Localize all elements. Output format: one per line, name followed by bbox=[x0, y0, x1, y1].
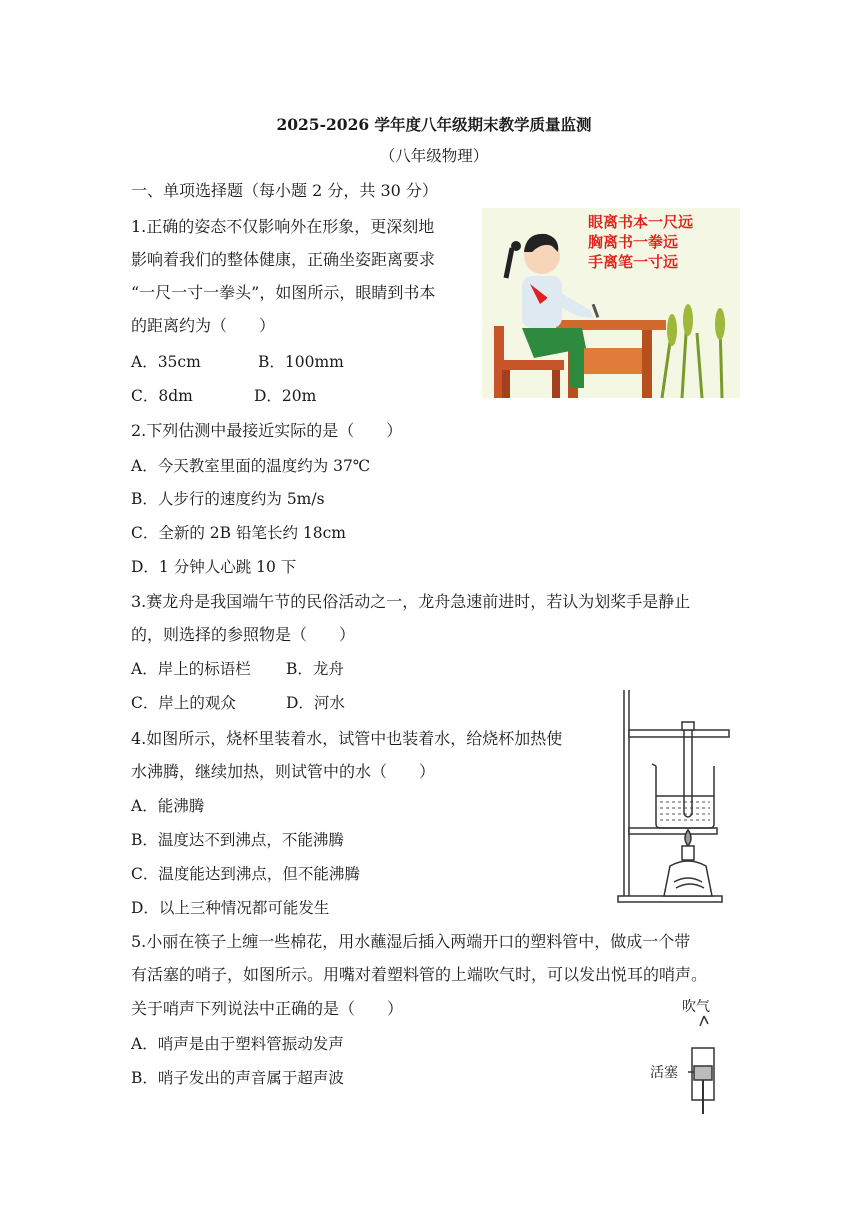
q5-option-a: A．哨声是由于塑料管振动发声 bbox=[131, 1035, 344, 1053]
poster-line-1: 眼离书本一尺远 bbox=[588, 213, 694, 231]
heating-apparatus-figure bbox=[612, 686, 732, 906]
page-subtitle: （八年级物理） bbox=[379, 147, 489, 165]
q1-line-2: 影响着我们的整体健康，正确坐姿距离要求 bbox=[131, 250, 436, 269]
posture-figure bbox=[482, 208, 740, 398]
q5-line-2: 有活塞的哨子，如图所示。用嘴对着塑料管的上端吹气时，可以发出悦耳的哨声。 bbox=[131, 965, 708, 984]
q4-option-b: B．温度达不到沸点，不能沸腾 bbox=[131, 831, 344, 849]
q1-line-4: 的距离约为（ ） bbox=[131, 316, 276, 335]
q3-option-c: C．岸上的观众 bbox=[131, 694, 236, 712]
q1-option-d: D．20m bbox=[254, 387, 317, 405]
whistle-figure bbox=[648, 996, 738, 1116]
q3-line-1: 3.赛龙舟是我国端午节的民俗活动之一，龙舟急速前进时，若认为划桨手是静止 bbox=[131, 592, 691, 611]
q1-line-1: 1.正确的姿态不仅影响外在形象，更深刻地 bbox=[131, 217, 435, 236]
section-heading: 一、单项选择题（每小题 2 分，共 30 分） bbox=[131, 181, 438, 200]
q4-line-1: 4.如图所示，烧杯里装着水，试管中也装着水，给烧杯加热使 bbox=[131, 729, 563, 748]
q5-line-3: 关于哨声下列说法中正确的是（ ） bbox=[131, 999, 404, 1018]
poster-line-3: 手离笔一寸远 bbox=[588, 253, 679, 271]
blow-label: 吹气 bbox=[682, 999, 710, 1015]
q2-option-c: C．全新的 2B 铅笔长约 18cm bbox=[131, 524, 346, 542]
q3-option-d: D．河水 bbox=[286, 694, 345, 712]
q1-option-a: A．35cm bbox=[131, 353, 201, 371]
page-title: 2025-2026 学年度八年级期末教学质量监测 bbox=[276, 115, 592, 134]
q5-line-1: 5.小丽在筷子上缠一些棉花，用水蘸湿后插入两端开口的塑料管中，做成一个带 bbox=[131, 932, 691, 951]
q2-option-b: B．人步行的速度约为 5m/s bbox=[131, 490, 325, 508]
q4-option-a: A．能沸腾 bbox=[131, 797, 205, 815]
q4-option-d: D．以上三种情况都可能发生 bbox=[131, 899, 330, 917]
q3-option-b: B．龙舟 bbox=[286, 660, 344, 678]
q1-line-3: “一尺一寸一拳头”，如图所示，眼睛到书本 bbox=[131, 283, 436, 302]
q4-line-2: 水沸腾，继续加热，则试管中的水（ ） bbox=[131, 762, 436, 781]
q2-option-a: A．今天教室里面的温度约为 37℃ bbox=[131, 457, 371, 475]
q1-option-b: B．100mm bbox=[258, 353, 344, 371]
q1-option-c: C．8dm bbox=[131, 387, 193, 405]
poster-line-2: 胸离书一拳远 bbox=[588, 233, 679, 251]
q3-line-2: 的，则选择的参照物是（ ） bbox=[131, 625, 356, 644]
q2-stem: 2.下列估测中最接近实际的是（ ） bbox=[131, 421, 403, 440]
q4-option-c: C．温度能达到沸点，但不能沸腾 bbox=[131, 865, 360, 883]
q3-option-a: A．岸上的标语栏 bbox=[131, 660, 251, 678]
q5-option-b: B．哨子发出的声音属于超声波 bbox=[131, 1069, 344, 1087]
heating-apparatus-illustration bbox=[612, 686, 732, 906]
q2-option-d: D．1 分钟人心跳 10 下 bbox=[131, 558, 297, 576]
piston-label: 活塞 bbox=[650, 1065, 678, 1081]
